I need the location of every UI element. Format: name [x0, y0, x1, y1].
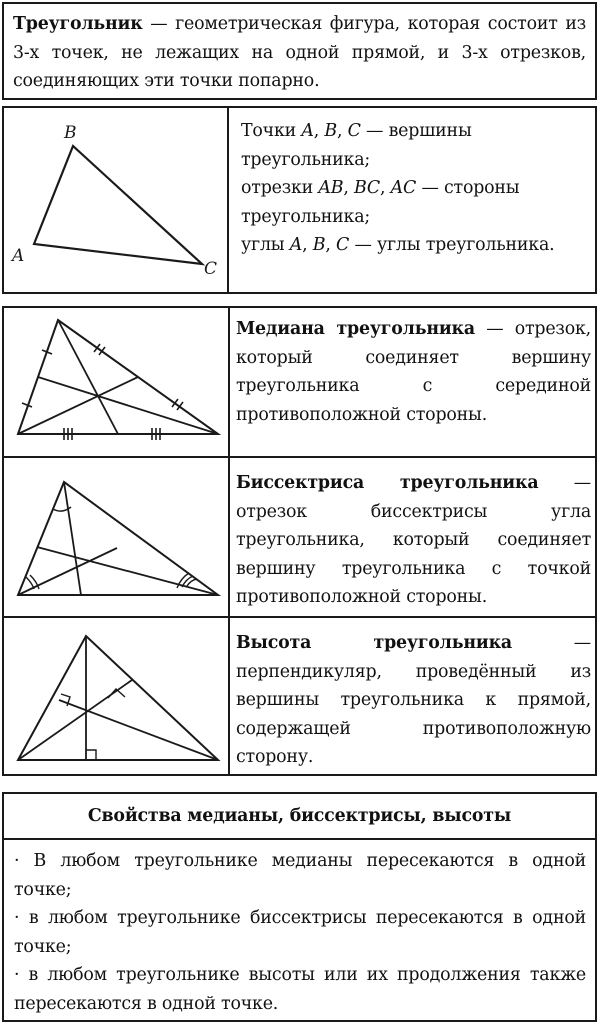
bullet-marker: ·: [14, 908, 20, 928]
sides-line: отрезки AB, BC, AC — стороны треугольника;: [241, 178, 520, 227]
median-term: Медиана треугольника: [236, 319, 475, 339]
median-figure: [4, 308, 226, 454]
altitude-text: Высота треугольника — перпендикуляр, проведённый из вершины треугольника к прямой, содержащей противоположную сторону.: [236, 633, 591, 767]
vertices-line: Точки A, B, C — вершины треугольника;: [241, 121, 472, 170]
triangle-abc-figure: [4, 108, 224, 294]
angles-line: углы A, B, C — углы треугольника.: [241, 235, 555, 255]
definition-body: — геометрическая фигура, которая состоит из 3-х точек, не лежащих на одной прямой, и 3-х отрезков, соединяющих эти точки попарно.: [13, 14, 586, 91]
property-item: · в любом треугольнике биссектрисы пересекаются в одной точке;: [14, 908, 586, 957]
definition-text: [13, 10, 586, 96]
vertex-label-c: C: [204, 259, 218, 279]
elements-text: [241, 117, 591, 260]
triangle-abc: [34, 146, 202, 264]
segments-divider: [228, 308, 230, 774]
bisector-figure: [4, 458, 226, 616]
vertex-label-b: B: [64, 123, 77, 143]
bisector-term: Биссектриса треугольника: [236, 473, 539, 493]
bullet-marker: ·: [14, 851, 20, 871]
vertex-label-a: A: [12, 246, 25, 266]
definition-term: Треугольник: [13, 14, 143, 34]
altitude-figure: [4, 618, 226, 776]
property-item: · В любом треугольнике медианы пересекаются в одной точке;: [14, 851, 586, 900]
definition-box: [2, 2, 597, 100]
elements-divider: [227, 108, 229, 292]
properties-title: Свойства медианы, биссектрисы, высоты: [87, 806, 512, 826]
elements-box: [2, 106, 597, 294]
property-item: · в любом треугольнике высоты или их продолжения также пересекаются в одной точке.: [14, 965, 587, 1014]
altitude-term: Высота треугольника: [236, 633, 512, 653]
bisector-text: Биссектриса треугольника — отрезок биссектрисы угла треугольника, который соединяет вершину треугольника с точкой противоположной стороны.: [236, 473, 591, 607]
properties-list: [14, 847, 586, 1018]
median-text: Медиана треугольника — отрезок, который соединяет вершину треугольника с серединой противоположной стороны.: [236, 319, 591, 425]
properties-divider: [4, 838, 595, 840]
segments-box: [2, 306, 597, 776]
bullet-marker: ·: [14, 965, 20, 985]
properties-box: [2, 792, 597, 1022]
